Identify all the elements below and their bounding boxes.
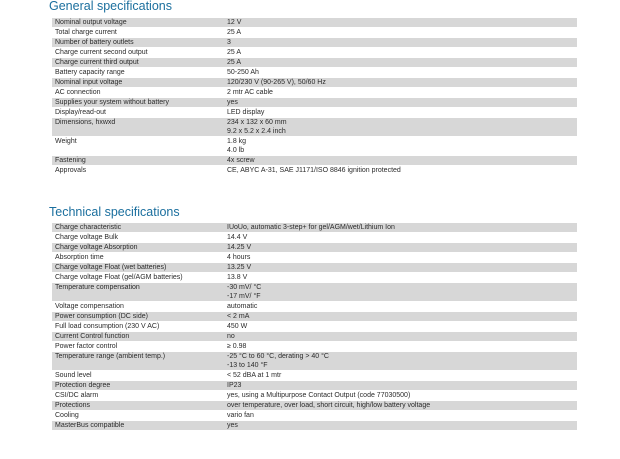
spec-value [222,421,577,431]
spec-value [222,137,577,156]
spec-value-line: over temperature, over load, short circuit, high/low battery voltage [227,402,431,409]
spec-value-line: 120/230 V (90-265 V), 50/60 Hz [227,79,326,86]
spec-value [222,322,577,332]
spec-value [222,381,577,391]
spec-label: AC connection [52,88,222,98]
spec-label: Cooling [52,411,222,421]
spec-label: Power consumption (DC side) [52,312,222,322]
spec-label: MasterBus compatible [52,421,222,431]
spec-label: Charge voltage Bulk [52,233,222,243]
spec-value [222,391,577,401]
spec-label: Voltage compensation [52,302,222,312]
spec-label: Nominal output voltage [52,18,222,28]
spec-value-line: vario fan [227,412,254,419]
spec-value [222,48,577,58]
spec-value-line: 14.4 V [227,234,248,241]
spec-label: Number of battery outlets [52,38,222,48]
spec-row [52,283,577,302]
spec-value [222,18,577,28]
spec-value-line: -13 to 140 °F [227,362,268,369]
spec-value-line: < 52 dBA at 1 mtr [227,372,282,379]
spec-value-line: ≥ 0.98 [227,343,247,350]
spec-row [52,18,577,28]
spec-label: Dimensions, hxwxd [52,118,222,137]
spec-value [222,243,577,253]
spec-value [222,371,577,381]
spec-value-line: IP23 [227,382,242,389]
spec-value [222,58,577,68]
spec-value-line: CE, ABYC A-31, SAE J1171/ISO 8846 ignition protected [227,167,401,174]
spec-value [222,78,577,88]
spec-row [52,342,577,352]
spec-row [52,108,577,118]
spec-row [52,28,577,38]
spec-row [52,391,577,401]
spec-value [222,88,577,98]
spec-row [52,68,577,78]
spec-row [52,352,577,371]
spec-label: Charge voltage Float (gel/AGM batteries) [52,273,222,283]
spec-value-line: LED display [227,109,265,116]
spec-label: Charge voltage Absorption [52,243,222,253]
spec-label: Temperature range (ambient temp.) [52,352,222,371]
spec-row [52,322,577,332]
spec-value-line: 25 A [227,59,242,66]
spec-row [52,98,577,108]
spec-label: Approvals [52,166,222,176]
spec-value [222,156,577,166]
spec-value [222,98,577,108]
spec-value [222,263,577,273]
spec-value-line: -30 mV/ °C [227,284,262,291]
spec-label: Full load consumption (230 V AC) [52,322,222,332]
spec-row [52,137,577,156]
spec-value-line: no [227,333,235,340]
spec-value [222,223,577,233]
spec-value [222,352,577,371]
spec-label: Charge voltage Float (wet batteries) [52,263,222,273]
spec-value [222,118,577,137]
spec-row [52,118,577,137]
spec-value-line: 4.0 lb [227,147,245,154]
spec-label: Power factor control [52,342,222,352]
spec-row [52,243,577,253]
spec-value-line: 25 A [227,29,242,36]
spec-value-line: yes [227,422,238,429]
spec-row [52,302,577,312]
spec-row [52,421,577,431]
spec-row [52,401,577,411]
spec-label: Protection degree [52,381,222,391]
spec-label: Sound level [52,371,222,381]
spec-value-line: 25 A [227,49,242,56]
spec-value-line: 13.25 V [227,264,252,271]
spec-label: Display/read-out [52,108,222,118]
spec-value-line: 450 W [227,323,248,330]
spec-value-line: -17 mV/ °F [227,293,261,300]
spec-label: Fastening [52,156,222,166]
technical-specifications-heading: Technical specifications [49,205,180,219]
spec-value-line: -25 °C to 60 °C, derating > 40 °C [227,353,329,360]
spec-label: Weight [52,137,222,156]
spec-row [52,48,577,58]
spec-value-line: 4 hours [227,254,251,261]
spec-value-line: 3 [227,39,231,46]
spec-value [222,411,577,421]
spec-value-line: < 2 mA [227,313,250,320]
spec-value [222,38,577,48]
spec-label: Total charge current [52,28,222,38]
spec-row [52,253,577,263]
spec-row [52,332,577,342]
spec-row [52,38,577,48]
spec-value [222,166,577,176]
spec-label: Current Control function [52,332,222,342]
spec-value [222,312,577,322]
spec-row [52,78,577,88]
spec-value [222,273,577,283]
spec-value [222,233,577,243]
spec-row [52,273,577,283]
spec-label: Absorption time [52,253,222,263]
spec-row [52,263,577,273]
spec-value [222,342,577,352]
spec-row [52,58,577,68]
spec-value-line: yes, using a Multipurpose Contact Output (code 77030500) [227,392,411,399]
spec-value [222,108,577,118]
spec-label: CSI/DC alarm [52,391,222,401]
spec-value-line: 13.8 V [227,274,248,281]
spec-value [222,253,577,263]
spec-value [222,401,577,411]
spec-row [52,88,577,98]
spec-label: Supplies your system without battery [52,98,222,108]
spec-value-line: 1.8 kg [227,138,247,145]
spec-row [52,166,577,176]
spec-value [222,68,577,78]
spec-value [222,283,577,302]
spec-row [52,411,577,421]
spec-value [222,302,577,312]
spec-label: Temperature compensation [52,283,222,302]
spec-value-line: automatic [227,303,258,310]
spec-row [52,156,577,166]
spec-value-line: IUoUo, automatic 3-step+ for gel/AGM/wet/Lithium Ion [227,224,395,231]
spec-label: Charge current second output [52,48,222,58]
spec-row [52,223,577,233]
spec-label: Charge characteristic [52,223,222,233]
spec-value-line: 2 mtr AC cable [227,89,273,96]
spec-row [52,371,577,381]
spec-value-line: yes [227,99,238,106]
spec-value [222,332,577,342]
spec-value [222,28,577,38]
technical-specifications-table [52,223,577,431]
spec-value-line: 12 V [227,19,242,26]
spec-value-line: 234 x 132 x 60 mm [227,119,287,126]
general-specifications-heading: General specifications [49,0,172,13]
spec-value-line: 50-250 Ah [227,69,259,76]
spec-label: Battery capacity range [52,68,222,78]
general-specifications-table [52,18,577,176]
spec-row [52,312,577,322]
spec-value-line: 14.25 V [227,244,252,251]
spec-row [52,381,577,391]
spec-row [52,233,577,243]
spec-value-line: 4x screw [227,157,255,164]
spec-label: Protections [52,401,222,411]
spec-label: Nominal input voltage [52,78,222,88]
spec-value-line: 9.2 x 5.2 x 2.4 inch [227,128,286,135]
spec-label: Charge current third output [52,58,222,68]
